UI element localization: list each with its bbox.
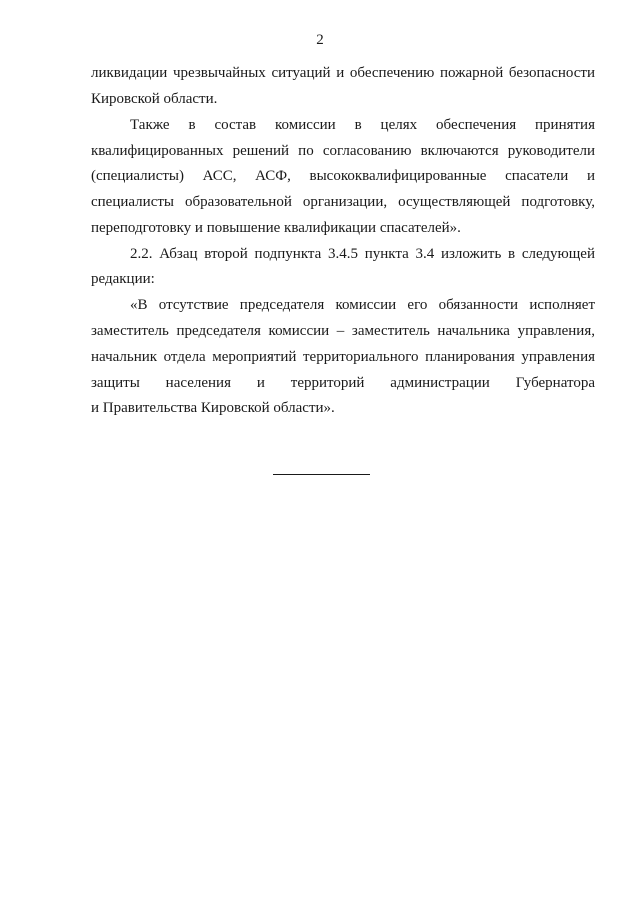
paragraph-2-line-2: квалифицированных решений по согласованию включаются руководители [91, 143, 595, 159]
paragraph-3-line-2: редакции: [91, 271, 155, 287]
paragraph-2-line-3: (специалисты) АСС, АСФ, высококвалифицированные спасатели и [91, 168, 595, 184]
paragraph-4-line-3: начальник отдела мероприятий территориального планирования управления [91, 349, 595, 365]
paragraph-1-line-1: ликвидации чрезвычайных ситуаций и обеспечению пожарной безопасности [91, 65, 595, 81]
paragraph-2-line-4: специалисты образовательной организации, осуществляющей подготовку, [91, 194, 595, 210]
paragraph-1-line-2: Кировской области. [91, 91, 218, 107]
paragraph-3-line-1: 2.2. Абзац второй подпункта 3.4.5 пункта 3.4 изложить в следующей [130, 246, 595, 262]
paragraph-4-line-4: защиты населения и территорий администрации Губернатора [91, 375, 595, 391]
page-number: 2 [316, 32, 324, 48]
closing-rule [273, 474, 370, 475]
paragraph-2-line-5: переподготовку и повышение квалификации спасателей». [91, 220, 461, 236]
paragraph-4-line-2: заместитель председателя комиссии – заместитель начальника управления, [91, 323, 595, 339]
paragraph-4-line-5: и Правительства Кировской области». [91, 400, 335, 416]
paragraph-4-line-1: «В отсутствие председателя комиссии его обязанности исполняет [130, 297, 595, 313]
paragraph-2-line-1: Также в состав комиссии в целях обеспечения принятия [130, 117, 595, 133]
